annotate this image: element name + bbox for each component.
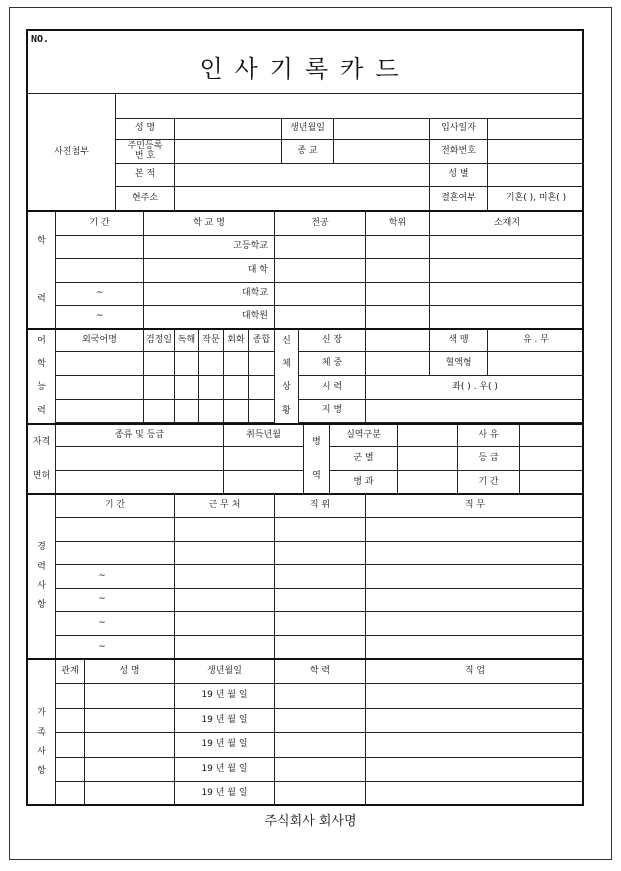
language-header-speaking: 회화 [224,330,249,352]
career-header-workplace: 근 무 처 [175,495,275,518]
career-header-duties: 직 무 [366,495,584,518]
career-row-period[interactable] [56,518,175,542]
phone-label: 전화번호 [430,140,488,164]
language-cell[interactable] [144,400,175,423]
language-cell[interactable] [224,352,249,376]
blood-type-field[interactable] [488,352,584,376]
service-type-label: 실역구분 [330,425,398,447]
education-header-degree: 학위 [366,212,430,236]
marital-label: 결혼여부 [430,187,488,211]
address-field[interactable] [175,187,430,211]
career-header-position: 직 위 [275,495,366,518]
domicile-field[interactable] [175,164,430,187]
career-row-period[interactable]: ~ [56,565,175,589]
color-blind-label: 색 맹 [430,330,488,352]
service-period-field[interactable] [520,471,584,494]
blood-type-label: 혈액형 [430,352,488,376]
photo-label: 사진첨부 [54,147,89,158]
language-section [28,330,56,423]
career-row-position[interactable] [275,589,366,612]
career-row-workplace[interactable] [175,589,275,612]
education-header-school: 학 교 명 [144,212,275,236]
language-cell[interactable] [199,400,224,423]
language-cell[interactable] [249,352,275,376]
career-row-position[interactable] [275,565,366,589]
height-label: 신 장 [299,330,366,352]
career-row-duties[interactable] [366,565,584,589]
family-row-education[interactable] [275,709,366,733]
military-section-char-1: 병 [312,436,321,447]
language-cell[interactable] [175,376,199,400]
body-section-char-4: 황 [282,405,291,416]
family-row-name[interactable] [85,733,175,758]
rank-field[interactable] [520,447,584,471]
family-row-occupation[interactable] [366,782,584,806]
license-cell[interactable] [56,471,224,494]
family-row-occupation[interactable] [366,733,584,758]
family-row-education[interactable] [275,733,366,758]
exemption-reason-label: 사 유 [458,425,520,447]
language-header-name: 외국어명 [56,330,144,352]
language-cell[interactable] [199,352,224,376]
education-row-school[interactable]: 대학교 [144,283,275,306]
family-section-char-4: 항 [37,766,46,777]
career-row-workplace[interactable] [175,518,275,542]
birth-field[interactable] [334,118,430,140]
career-row-duties[interactable] [366,589,584,612]
height-field[interactable] [366,330,430,352]
language-header-test-date: 검정일 [144,330,175,352]
military-section-char-2: 역 [312,471,321,482]
language-cell[interactable] [224,400,249,423]
license-section-label-1: 자격 [32,436,51,447]
disability-label: 지 병 [299,400,366,423]
education-row-major[interactable] [275,283,366,306]
education-row-school[interactable]: 대 학 [144,259,275,283]
education-row-degree[interactable] [366,306,430,329]
family-header-occupation: 직 업 [366,660,584,684]
language-cell[interactable] [224,376,249,400]
language-cell[interactable] [175,352,199,376]
family-section [28,660,56,806]
language-cell[interactable] [144,376,175,400]
career-row-workplace[interactable] [175,542,275,565]
license-section [28,425,56,494]
career-row-period[interactable]: ~ [56,612,175,636]
career-row-position[interactable] [275,636,366,659]
gender-label: 성 별 [430,164,488,187]
address-label: 현주소 [116,187,175,211]
military-section [304,425,330,494]
career-section-char-1: 경 [37,542,46,553]
vision-label: 시 력 [299,376,366,400]
language-cell[interactable] [249,400,275,423]
language-cell[interactable] [56,400,144,423]
disability-field[interactable] [366,400,584,423]
language-section-char-3: 능 [37,382,46,393]
name-field[interactable] [175,118,282,140]
domicile-label: 본 적 [116,164,175,187]
weight-label: 체 중 [299,352,366,376]
language-cell[interactable] [144,352,175,376]
family-row-relation[interactable] [56,733,85,758]
education-row-school[interactable]: 대학원 [144,306,275,329]
license-section-label-2: 면허 [32,471,51,482]
language-cell[interactable] [175,400,199,423]
color-blind-value[interactable]: 유 . 무 [488,330,584,352]
hire-date-label: 입사일자 [430,118,488,140]
career-row-position[interactable] [275,612,366,636]
resident-no-field[interactable] [175,140,282,164]
education-row-period[interactable]: ~ [56,283,144,306]
family-row-occupation[interactable] [366,758,584,782]
family-section-char-3: 사 [37,747,46,757]
license-cell[interactable] [56,447,224,471]
license-header-acquired: 취득년월 [224,425,304,447]
family-section-char-2: 족 [37,727,46,738]
language-section-char-2: 학 [37,359,46,370]
language-cell[interactable] [249,376,275,400]
name-label: 성 명 [116,118,175,140]
language-cell[interactable] [56,376,144,400]
family-row-relation[interactable] [56,684,85,709]
family-row-occupation[interactable] [366,709,584,733]
license-cell[interactable] [224,471,304,494]
education-row-period[interactable] [56,259,144,283]
career-row-position[interactable] [275,518,366,542]
career-row-duties[interactable] [366,542,584,565]
education-row-school[interactable]: 고등학교 [144,236,275,259]
company-name: 주식회사 회사명 [264,814,357,829]
body-section-char-3: 상 [282,382,291,393]
marital-value[interactable]: 기혼( ), 미혼( ) [488,187,584,211]
service-period-label: 기 간 [458,471,520,494]
card-title: 인사기록카드 [199,55,411,83]
body-section-char-1: 신 [282,335,291,346]
education-section-char-1: 학 [37,235,46,246]
family-row-education[interactable] [275,684,366,709]
language-section-char-4: 력 [37,405,46,416]
family-header-relation: 관계 [56,660,85,684]
family-header-education: 학 력 [275,660,366,684]
career-row-workplace[interactable] [175,612,275,636]
education-row-period[interactable] [56,236,144,259]
language-header-writing: 작문 [199,330,224,352]
education-header-period: 기 간 [56,212,144,236]
service-type-field[interactable] [398,425,458,447]
education-row-location[interactable] [430,306,584,329]
career-row-duties[interactable] [366,612,584,636]
education-row-major[interactable] [275,306,366,329]
career-row-period[interactable] [56,542,175,565]
family-row-education[interactable] [275,758,366,782]
education-row-location[interactable] [430,283,584,306]
language-cell[interactable] [56,352,144,376]
language-cell[interactable] [199,376,224,400]
body-section [275,330,299,423]
family-header-birth: 생년월일 [175,660,275,684]
license-cell[interactable] [224,447,304,471]
license-header-type: 종류 및 등급 [56,425,224,447]
career-row-period[interactable]: ~ [56,589,175,612]
family-section-char-1: 가 [37,708,46,719]
photo-area [28,94,116,212]
education-row-degree[interactable] [366,283,430,306]
career-section [28,495,56,659]
career-row-workplace[interactable] [175,636,275,659]
career-section-char-2: 력 [37,561,46,572]
branch-label: 군 별 [330,447,398,471]
resident-no-label: 주민등록 번 호 [116,140,175,164]
career-section-char-4: 항 [37,600,46,611]
family-row-birth[interactable]: 19 년 월 일 [175,733,275,758]
language-header-reading: 독해 [175,330,199,352]
education-row-period[interactable]: ~ [56,306,144,329]
family-row-occupation[interactable] [366,684,584,709]
language-section-char-1: 어 [37,335,46,346]
career-header-period: 기 간 [56,495,175,518]
vision-value[interactable]: 좌( ) . 우( ) [366,376,584,400]
family-row-birth[interactable]: 19 년 월 일 [175,684,275,709]
education-row-location[interactable] [430,236,584,259]
career-section-char-3: 사 [37,581,46,591]
family-row-name[interactable] [85,782,175,806]
education-header-location: 소재지 [430,212,584,236]
phone-field[interactable] [488,140,584,164]
family-row-name[interactable] [85,684,175,709]
religion-field[interactable] [334,140,430,164]
family-row-name[interactable] [85,709,175,733]
education-section-char-2: 력 [37,294,46,305]
family-row-education[interactable] [275,782,366,806]
family-header-name: 성 명 [85,660,175,684]
career-row-position[interactable] [275,542,366,565]
career-row-duties[interactable] [366,636,584,659]
education-row-major[interactable] [275,259,366,283]
exemption-reason-field[interactable] [520,425,584,447]
birth-label: 생년월일 [282,118,334,140]
career-row-period[interactable]: ~ [56,636,175,659]
education-row-location[interactable] [430,259,584,283]
weight-field[interactable] [366,352,430,376]
rank-label: 등 급 [458,447,520,471]
branch-field[interactable] [398,447,458,471]
language-header-overall: 종합 [249,330,275,352]
education-row-major[interactable] [275,236,366,259]
family-row-birth[interactable]: 19 년 월 일 [175,758,275,782]
family-row-relation[interactable] [56,709,85,733]
family-row-birth[interactable]: 19 년 월 일 [175,709,275,733]
specialty-label: 병 과 [330,471,398,494]
record-number-label: NO. [31,34,50,45]
career-row-workplace[interactable] [175,565,275,589]
gender-field[interactable] [488,164,584,187]
family-row-relation[interactable] [56,758,85,782]
religion-label: 종 교 [282,140,334,164]
education-section [28,212,56,329]
career-row-duties[interactable] [366,518,584,542]
body-section-char-2: 체 [282,359,291,370]
family-row-name[interactable] [85,758,175,782]
specialty-field[interactable] [398,471,458,494]
education-row-degree[interactable] [366,259,430,283]
education-header-major: 전공 [275,212,366,236]
education-row-degree[interactable] [366,236,430,259]
family-row-relation[interactable] [56,782,85,806]
hire-date-field[interactable] [488,118,584,140]
record-card [26,29,584,806]
family-row-birth[interactable]: 19 년 월 일 [175,782,275,806]
